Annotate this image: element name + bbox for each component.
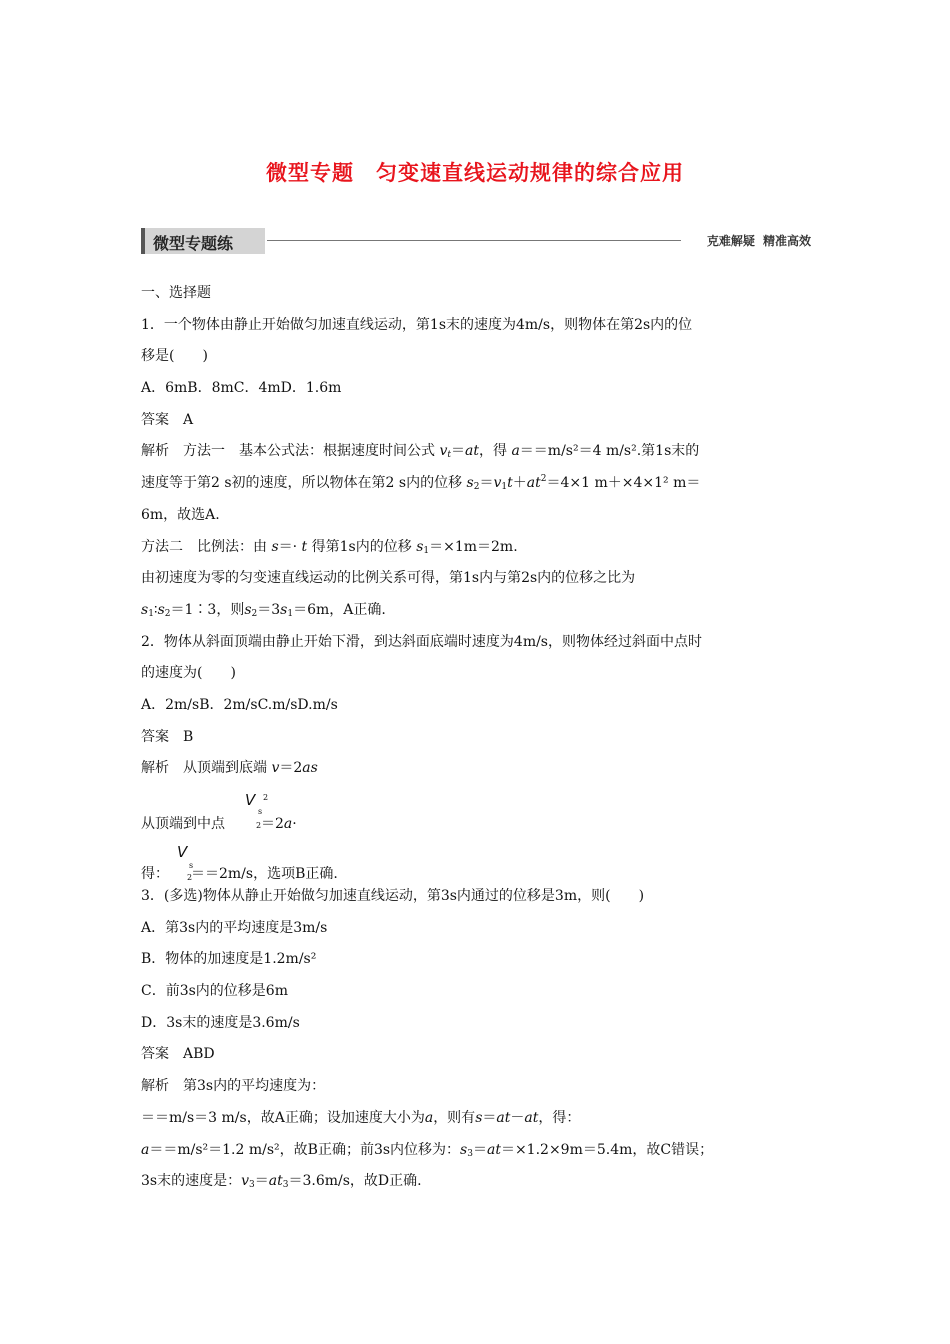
q1-stem-line-2: 移是( ) [141, 348, 208, 365]
q1-analysis-line-5: 由初速度为零的匀变速直线运动的比例关系可得，第1s内与第2s内的位移之比为 [141, 570, 636, 587]
q1-answer: 答案 A [141, 411, 194, 428]
q3-stem: 3．(多选)物体从静止开始做匀加速直线运动，第3s内通过的位移是3m，则( ) [141, 888, 645, 904]
section-heading: 一、选择题 [141, 285, 211, 301]
q1-analysis-line-2: 速度等于第2 s初的速度，所以物体在第2 s内的位移 $s_2=v_1t+at^2=4\times 1$ m＋×4×1² m＝ [141, 474, 701, 493]
q2-stem-line-1: 2．物体从斜面顶端由静止开始下滑，到达斜面底端时速度为4m/s，则物体经过斜面中点时 [141, 633, 702, 650]
q2-options: A．2m/sB．2m/sC.m/sD.m/s [141, 696, 338, 713]
q2-analysis-line-2: V s 2 2 从顶端到中点 ＝2a· [141, 791, 297, 832]
q3-option-a: A．第3s内的平均速度是3m/s [141, 919, 328, 936]
banner-tagline: 克难解疑 精准高效 [706, 234, 811, 248]
page-title: 微型专题 匀变速直线运动规律的综合应用 [266, 161, 684, 185]
q3-option-d: D．3s末的速度是3.6m/s [141, 1014, 300, 1031]
exercise-content [141, 281, 811, 1201]
q1-stem-line-1: 1．一个物体由静止开始做匀加速直线运动，第1s末的速度为4m/s，则物体在第2s内的位 [141, 316, 693, 333]
banner-tag: 微型专题练 [141, 228, 265, 254]
q3-analysis-line-4: 3s末的速度是：$v_3=at_3=3.6m/s$，故D正确. [141, 1173, 422, 1191]
q2-analysis-line-1: 解析 从顶端到底端 v＝2as [141, 760, 318, 777]
banner-rule [267, 240, 681, 241]
q1-analysis-line-4: 方法二 比例法：由 s＝· t 得第1s内的位移 $s_1=\times 1m=2m$. [141, 538, 518, 556]
q1-analysis-line-1: 解析 方法一 基本公式法：根据速度时间公式 $v_t=at$，得 a＝＝m/s²＝4 m/s².第1s末的 [141, 443, 700, 461]
q1-options: A．6mB．8mC．4mD．1.6m [141, 380, 342, 397]
q3-option-b: B．物体的加速度是1.2m/s² [141, 951, 317, 968]
q1-analysis-line-3: 6m，故选A. [141, 506, 220, 523]
q3-answer: 答案 ABD [141, 1046, 215, 1063]
q3-option-c: C．前3s内的位移是6m [141, 983, 288, 1000]
q2-stem-line-2: 的速度为( ) [141, 665, 236, 682]
q2-analysis-line-3: V s 2 得： ＝＝2m/s，选项B正确. [141, 843, 338, 882]
section-banner [141, 228, 811, 256]
q3-analysis-line-2: ＝＝m/s＝3 m/s，故A正确；设加速度大小为a，则有s＝at－at，得： [141, 1109, 581, 1126]
q1-analysis-line-6: $s_1∶s_2=1∶3$，则$s_2=3s_1=6m$，A正确. [141, 601, 386, 619]
q2-answer: 答案 B [141, 728, 194, 745]
q3-analysis-line-1: 解析 第3s内的平均速度为： [141, 1078, 326, 1095]
q3-analysis-line-3: a＝＝m/s²＝1.2 m/s²，故B正确；前3s内位移为：$s_3=at=\times 1.2\times 9m=5.4m$，故C错误； [141, 1141, 714, 1159]
